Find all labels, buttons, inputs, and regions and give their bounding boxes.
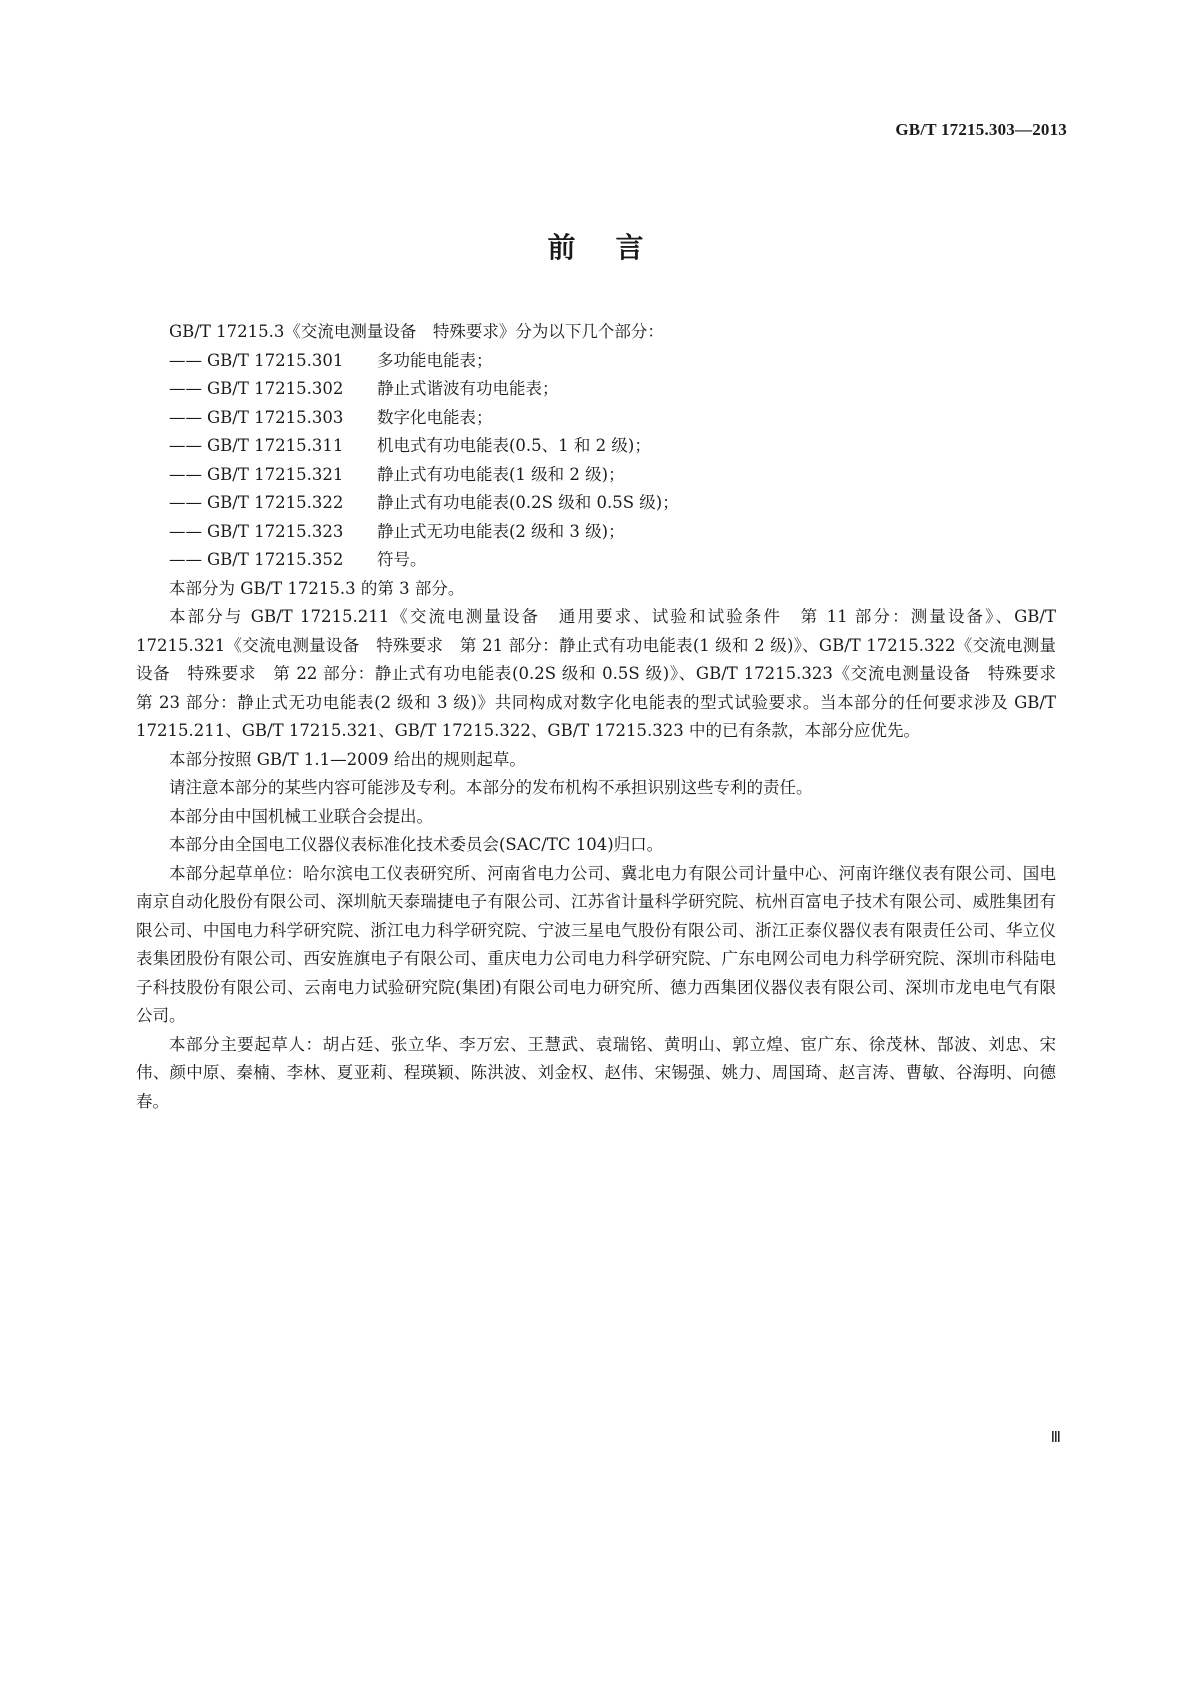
list-dash: —— — [169, 493, 202, 512]
part-code: GB/T 17215.311 — [207, 436, 344, 455]
part-code: GB/T 17215.321 — [207, 464, 344, 484]
intro-paragraph: GB/T 17215.3《交流电测量设备 特殊要求》分为以下几个部分： — [169, 322, 664, 341]
part-list-item — [136, 432, 1056, 461]
paragraph-drafters: 本部分主要起草人：胡占廷、张立华、李万宏、王慧武、袁瑞铭、黄明山、郭立煌、宦广东、徐茂林、郜波、刘忠、宋伟、颜中原、秦楠、李林、夏亚莉、程瑛颖、陈洪波、刘金权、赵伟、宋锡强、姚力、周国琦、赵言涛、曹敏、谷海明、向德春。 — [136, 1034, 1056, 1111]
part-name: 数字化电能表； — [377, 407, 493, 427]
paragraph-patent-notice: 请注意本部分的某些内容可能涉及专利。本部分的发布机构不承担识别这些专利的责任。 — [169, 778, 813, 797]
list-dash: —— — [169, 379, 202, 398]
part-code: GB/T 17215.301 — [207, 350, 344, 370]
standard-code: GB/T 17215.303—2013 — [895, 120, 1067, 139]
part-name: 静止式有功电能表(1 级和 2 级)； — [377, 464, 625, 484]
part-list-item — [136, 404, 1056, 433]
paragraph-centralized-by: 本部分由全国电工仪器仪表标准化技术委员会(SAC/TC 104)归口。 — [169, 835, 664, 854]
page-title: 前言 — [547, 231, 684, 264]
part-code: GB/T 17215.303 — [207, 407, 344, 427]
part-list-item — [136, 489, 1056, 518]
part-code: GB/T 17215.322 — [207, 493, 344, 512]
part-name: 机电式有功电能表(0.5、1 和 2 级)； — [377, 436, 651, 455]
part-name: 多功能电能表； — [377, 350, 493, 370]
part-name: 静止式无功电能表(2 级和 3 级)； — [377, 521, 625, 541]
foreword-body — [136, 318, 1073, 1116]
list-dash: —— — [169, 407, 202, 427]
list-dash: —— — [169, 436, 202, 455]
part-name: 静止式有功电能表(0.2S 级和 0.5S 级)； — [377, 493, 679, 512]
part-list-item — [136, 347, 1056, 376]
list-dash: —— — [169, 521, 202, 541]
part-list-item — [136, 546, 1056, 575]
paragraph-relationship: 本部分与 GB/T 17215.211《交流电测量设备 通用要求、试验和试验条件 第 11 部分：测量设备》、GB/T 17215.321《交流电测量设备 特殊要求 第 21 部分：静止式有功电能表(1 级和 2 级)》、GB/T 17215.322《交流电测量设备 特殊要求 第 22 部分：静止式有功电能表(0.2S 级和 0.5S 级)》、GB/T 17215.323《交流电测量设备 特殊要求 第 23 部分：静止式无功电能表(2 级和 3 级)》共同构成对数字化电能表的型式试验要求。当本部分的任何要求涉及 GB/T 17215.211、GB/T 17215.321、GB/T 17215.322、GB/T 17215.323 中的已有条款，本部分应优先。 — [136, 607, 1073, 740]
paragraph-drafting-rules: 本部分按照 GB/T 1.1—2009 给出的规则起草。 — [169, 749, 526, 769]
list-dash: —— — [169, 550, 202, 569]
paragraph-part-number: 本部分为 GB/T 17215.3 的第 3 部分。 — [169, 578, 465, 598]
list-dash: —— — [169, 464, 202, 484]
paragraph-proposed-by: 本部分由中国机械工业联合会提出。 — [169, 806, 433, 826]
part-name: 静止式谐波有功电能表； — [377, 379, 559, 398]
part-code: GB/T 17215.323 — [207, 521, 344, 541]
part-list-item — [136, 518, 1056, 547]
part-list-item — [136, 461, 1056, 490]
part-list-item — [136, 375, 1056, 404]
part-name: 符号。 — [377, 550, 427, 569]
part-code: GB/T 17215.352 — [207, 550, 344, 569]
paragraph-drafting-units: 本部分起草单位：哈尔滨电工仪表研究所、河南省电力公司、冀北电力有限公司计量中心、河南许继仪表有限公司、国电南京自动化股份有限公司、深圳航天泰瑞捷电子有限公司、江苏省计量科学研究院、杭州百富电子技术有限公司、威胜集团有限公司、中国电力科学研究院、浙江电力科学研究院、宁波三星电气股份有限公司、浙江正泰仪器仪表有限责任公司、华立仪表集团股份有限公司、西安旌旗电子有限公司、重庆电力公司电力科学研究院、广东电网公司电力科学研究院、深圳市科陆电子科技股份有限公司、云南电力试验研究院(集团)有限公司电力研究所、德力西集团仪器仪表有限公司、深圳市龙电电气有限公司。 — [136, 863, 1056, 1025]
part-code: GB/T 17215.302 — [207, 379, 344, 398]
page-number: Ⅲ — [1050, 1430, 1061, 1446]
list-dash: —— — [169, 350, 202, 370]
